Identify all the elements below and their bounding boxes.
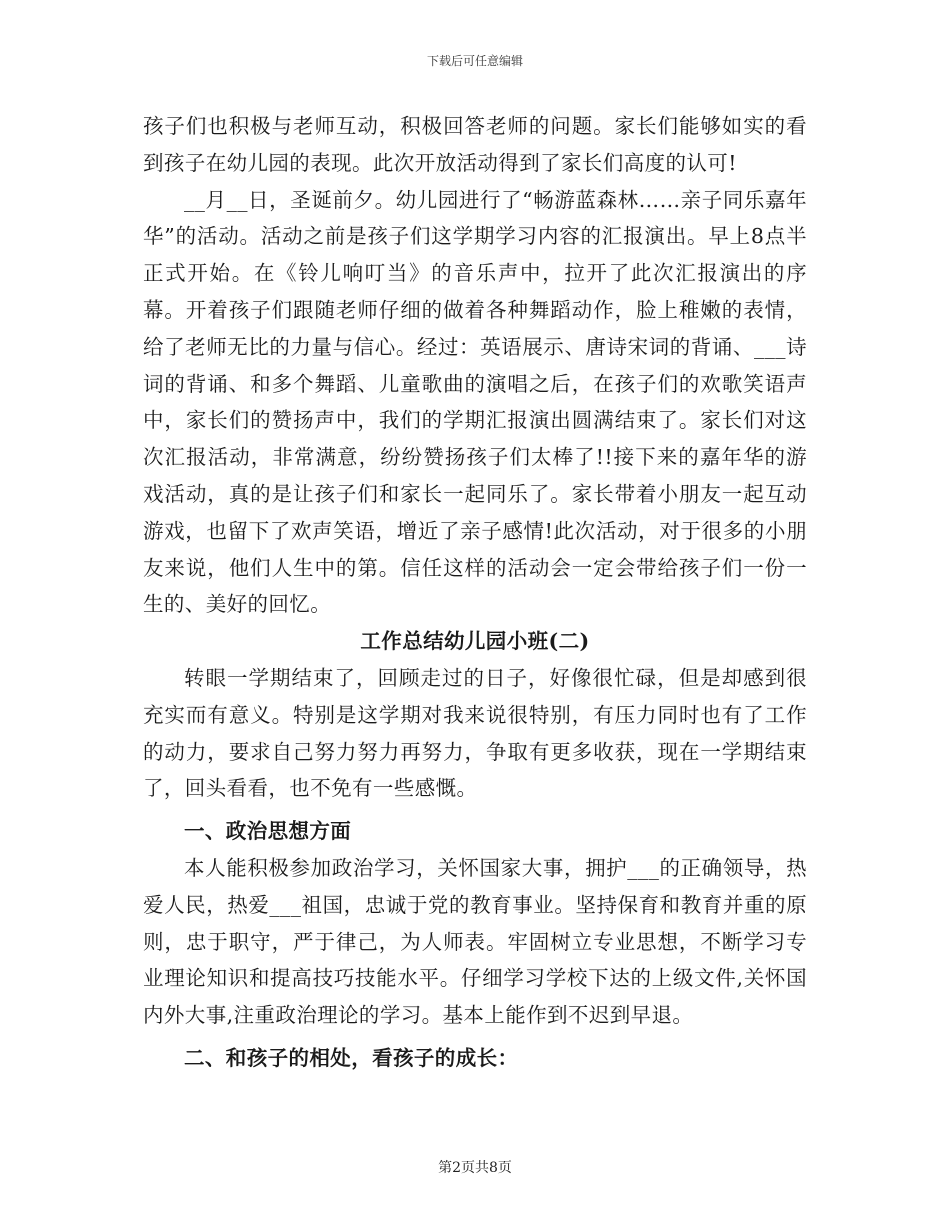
paragraph-4: 本人能积极参加政治学习，关怀国家大事，拥护___的正确领导，热爱人民，热爱___祖国，忠诚于党的教育事业。坚持保育和教育并重的原则，忠于职守，严于律己，为人师表。牢固树立专业思想，不断学习专业理论知识和提高技巧技能水平。仔细学习学校下达的上级文件,关怀国内外大事,注重政治理论的学习。基本上能作到不迟到早退。 <box>143 855 807 1028</box>
heading-children: 二、和孩子的相处，看孩子的成长： <box>184 1045 519 1070</box>
paragraph-2: __月__日，圣诞前夕。幼儿园进行了“畅游蓝森林……亲子同乐嘉年华”的活动。活动之前是孩子们这学期学习内容的汇报演出。早上8点半正式开始。在《铃儿响叮当》的音乐声中，拉开了此次汇报演出的序幕。开着孩子们跟随老师仔细的做着各种舞蹈动作，脸上稚嫩的表情，给了老师无比的力量与信心。经过：英语展示、唐诗宋词的背诵、___诗词的背诵、和多个舞蹈、儿童歌曲的演唱之后，在孩子们的欢歌笑语声中，家长们的赞扬声中，我们的学期汇报演出圆满结束了。家长们对这次汇报活动，非常满意，纷纷赞扬孩子们太棒了!!接下来的嘉年华的游戏活动，真的是让孩子们和家长一起同乐了。家长带着小朋友一起互动游戏，也留下了欢声笑语，增近了亲子感情!此次活动，对于很多的小朋友来说，他们人生中的第。信任这样的活动会一定会带给孩子们一份一生的、美好的回忆。 <box>143 187 807 617</box>
page-header-note: 下载后可任意编辑 <box>426 54 523 68</box>
paragraph-1: 孩子们也积极与老师互动，积极回答老师的问题。家长们能够如实的看到孩子在幼儿园的表现。此次开放活动得到了家长们高度的认可! <box>143 114 807 175</box>
document-body <box>143 108 807 1077</box>
page-number: 第2页共8页 <box>438 1160 512 1176</box>
paragraph-3: 转眼一学期结束了，回顾走过的日子，好像很忙碌，但是却感到很充实而有意义。特别是这学期对我来说很特别，有压力同时也有了工作的动力，要求自己努力努力再努力，争取有更多收获，现在一学期结束了，回头看看，也不免有一些感慨。 <box>143 665 807 801</box>
heading-politics: 一、政治思想方面 <box>184 819 352 844</box>
section-title: 工作总结幼儿园小班(二) <box>360 629 590 654</box>
